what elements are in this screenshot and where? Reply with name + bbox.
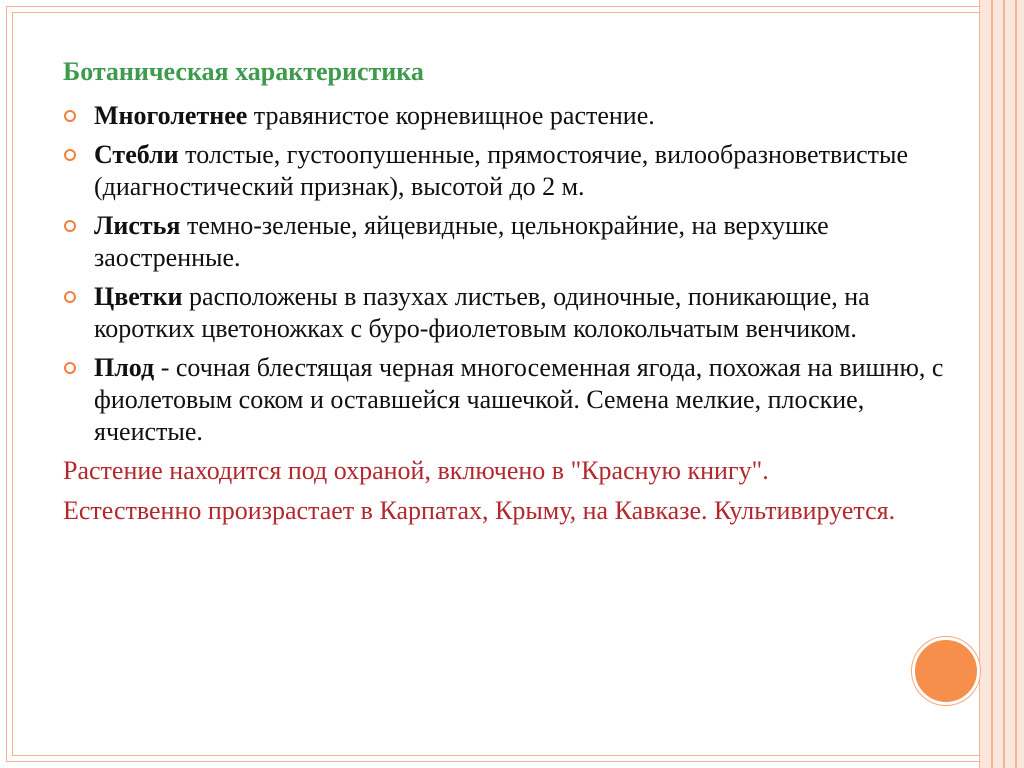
list-item: [63, 139, 963, 203]
item-text: расположены в пазухах листьев, одиночные, поникающие, на коротких цветоножках с буро-фиолетовым колокольчатым венчиком.: [94, 282, 870, 343]
circle-bullet-icon: [64, 149, 76, 161]
distribution-note: Естественно произрастает в Карпатах, Крыму, на Кавказе. Культивируется.: [63, 496, 896, 525]
slide-title: Ботаническая характеристика: [63, 57, 424, 86]
item-text: толстые, густоопушенные, прямостоячие, вилообразноветвистые (диагностический признак), высотой до 2 м.: [94, 140, 909, 201]
protection-note: Растение находится под охраной, включено в "Красную книгу".: [63, 456, 769, 485]
circle-bullet-icon: [64, 110, 76, 122]
item-term: Листья: [94, 211, 181, 240]
side-line: [1003, 0, 1005, 768]
side-line: [1015, 0, 1017, 768]
side-line: [991, 0, 993, 768]
item-term: Многолетнее: [94, 101, 248, 130]
item-text: - сочная блестящая черная многосеменная ягода, похожая на вишню, с фиолетовым соком и оставшейся чашечкой. Семена мелкие, плоские, ячеистые.: [94, 353, 944, 446]
list-item: [63, 281, 963, 345]
item-text: темно-зеленые, яйцевидные, цельнокрайние, на верхушке заостренные.: [94, 211, 829, 272]
list-item: [63, 352, 963, 448]
list-item: [63, 100, 963, 132]
circle-bullet-icon: [64, 291, 76, 303]
item-term: Цветки: [94, 282, 183, 311]
item-term: Стебли: [94, 140, 179, 169]
slide-content: [63, 100, 963, 535]
circle-bullet-icon: [64, 362, 76, 374]
decorative-circle: [912, 637, 980, 705]
decorative-side-bar: [979, 0, 1024, 768]
item-term: Плод: [94, 353, 155, 382]
list-item: [63, 210, 963, 274]
circle-bullet-icon: [64, 220, 76, 232]
item-text: травянистое корневищное растение.: [247, 101, 655, 130]
